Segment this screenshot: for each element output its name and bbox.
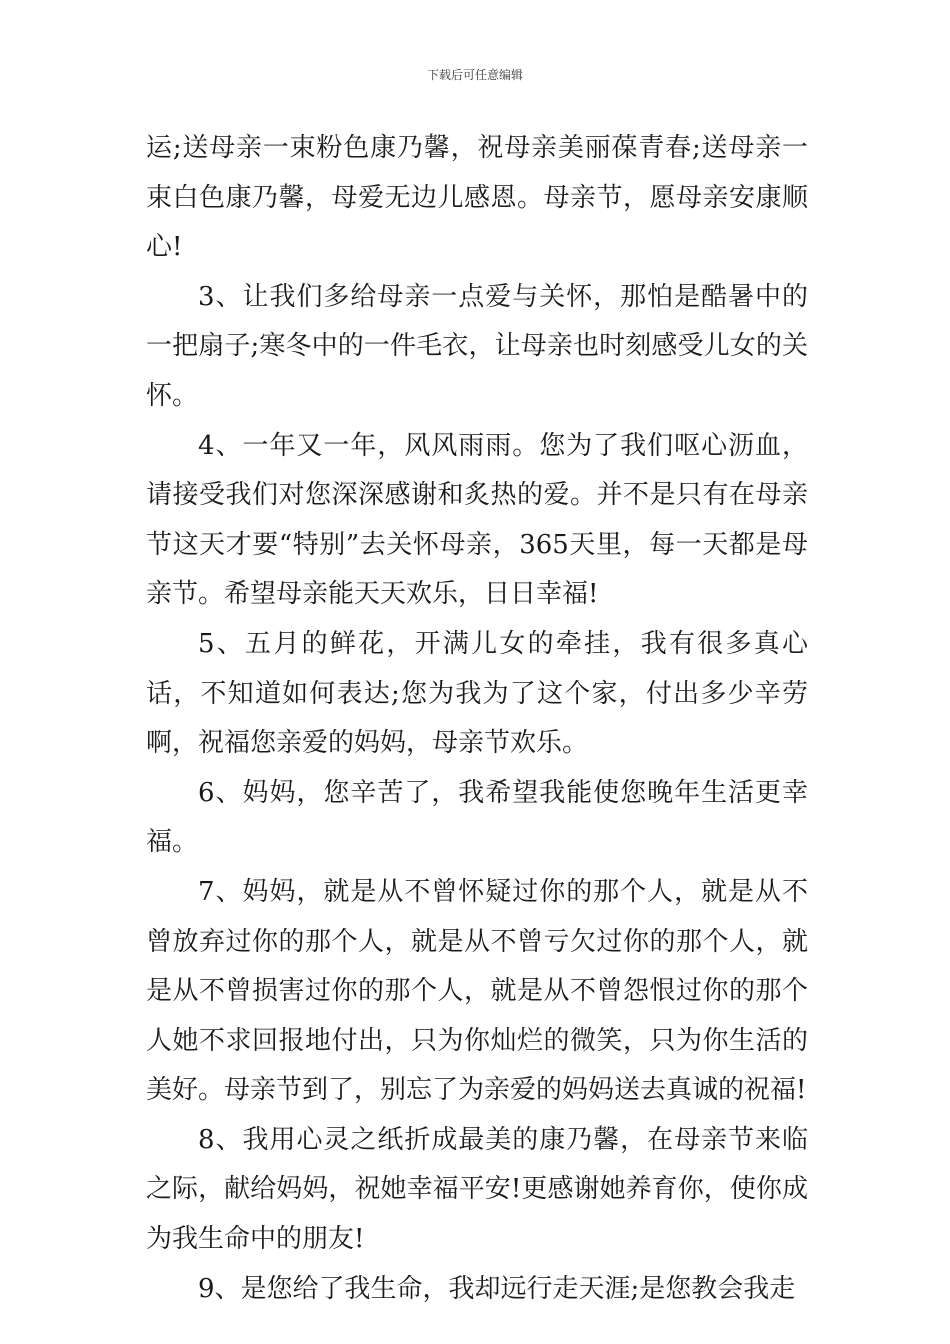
page-header: 下载后可任意编辑 [426,68,523,82]
paragraph: 3、让我们多给母亲一点爱与关怀，那怕是酷暑中的一把扇子;寒冬中的一件毛衣，让母亲也时刻感受儿女的关怀。 [146,281,808,411]
document-body [146,124,808,1314]
paragraph: 6、妈妈，您辛苦了，我希望我能使您晚年生活更幸福。 [146,777,808,858]
paragraph: 4、一年又一年，风风雨雨。您为了我们呕心沥血，请接受我们对您深深感谢和炙热的爱。并不是只有在母亲节这天才要“特别”去关怀母亲，365天里，每一天都是母亲节。希望母亲能天天欢乐，日日幸福! [146,430,808,610]
paragraph: 7、妈妈，就是从不曾怀疑过你的那个人，就是从不曾放弃过你的那个人，就是从不曾亏欠过你的那个人，就是从不曾损害过你的那个人，就是从不曾怨恨过你的那个人她不求回报地付出，只为你灿烂的微笑，只为你生活的美好。母亲节到了，别忘了为亲爱的妈妈送去真诚的祝福! [146,876,808,1106]
paragraph: 9、是您给了我生命，我却远行走天涯;是您教会我走 [198,1273,796,1304]
paragraph: 运;送母亲一束粉色康乃馨，祝母亲美丽葆青春;送母亲一束白色康乃馨，母爱无边儿感恩。母亲节，愿母亲安康顺心! [146,133,808,263]
paragraph: 5、五月的鲜花，开满儿女的牵挂，我有很多真心话，不知道如何表达;您为我为了这个家，付出多少辛劳啊，祝福您亲爱的妈妈，母亲节欢乐。 [146,628,808,759]
paragraph: 8、我用心灵之纸折成最美的康乃馨，在母亲节来临之际，献给妈妈，祝她幸福平安!更感谢她养育你，使你成为我生命中的朋友! [146,1124,808,1255]
